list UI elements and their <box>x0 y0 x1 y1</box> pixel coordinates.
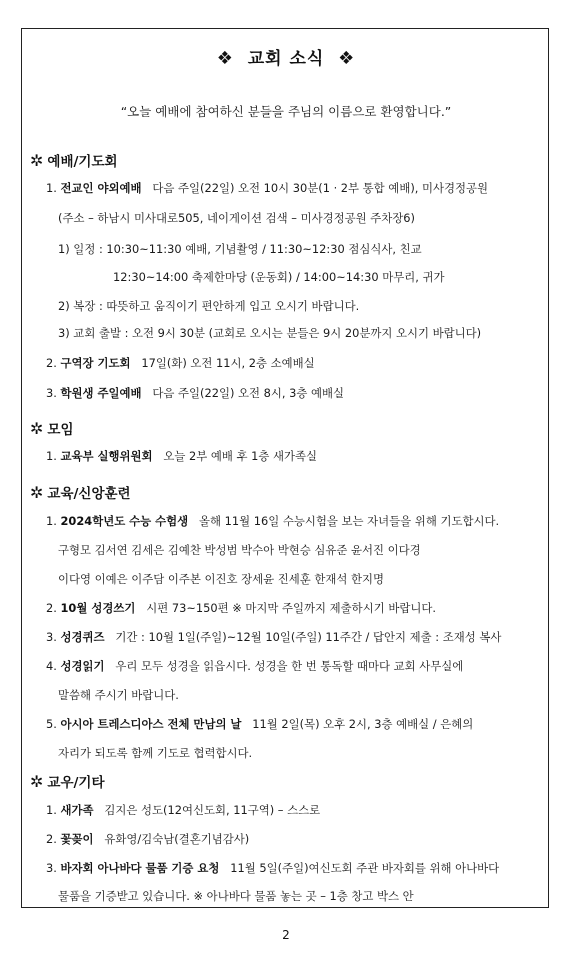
asterisk-bullet-icon: ✲ <box>30 419 44 438</box>
section-heading-worship: ✲ 예배/기도회 <box>30 151 118 170</box>
list-item: 3. 성경퀴즈 기간 : 10월 1일(주일)~12월 10일(주일) 11주간 / 답안지 제출 : 조재성 복사 <box>46 630 502 644</box>
page-title: 교회 소식 <box>247 49 325 69</box>
item-label: 학원생 주일예배 <box>60 386 142 400</box>
list-item: 2. 10월 성경쓰기 시편 73~150편 ※ 마지막 주일까지 제출하시기 바랍니다. <box>46 601 436 615</box>
section-heading-meetings: ✲ 모임 <box>30 419 74 438</box>
list-subitem: 1) 일정 : 10:30~11:30 예배, 기념촬영 / 11:30~12:30 점심식사, 친교 <box>58 242 422 256</box>
item-label: 성경퀴즈 <box>60 630 105 644</box>
list-item-continuation: 이다영 이예은 이주담 이주본 이진호 장세윤 진세훈 한재석 한지명 <box>58 572 385 586</box>
list-item: 1. 전교인 야외예배 다음 주일(22일) 오전 10시 30분(1 · 2부 통합 예배), 미사경정공원 <box>46 181 489 195</box>
list-item: 2. 꽃꽂이 유화영/김숙남(결혼기념감사) <box>46 832 250 846</box>
list-subitem: 3) 교회 출발 : 오전 9시 30분 (교회로 오시는 분들은 9시 20분까지 오시기 바랍니다) <box>58 326 482 340</box>
welcome-quote: “오늘 예배에 참여하신 분들을 주님의 이름으로 환영합니다.” <box>120 104 452 119</box>
item-label: 전교인 야외예배 <box>60 181 142 195</box>
item-label: 꽃꽂이 <box>60 832 94 846</box>
list-item: 5. 아시아 트레스디아스 전체 만남의 날 11월 2일(목) 오후 2시, 3층 예배실 / 은혜의 <box>46 717 474 731</box>
list-item-continuation: (주소 – 하남시 미사대로505, 네이게이션 검색 – 미사경정공원 주차장6) <box>58 211 415 225</box>
asterisk-bullet-icon: ✲ <box>30 483 44 502</box>
list-item-continuation: 물품을 기증받고 있습니다. ※ 아나바다 물품 놓는 곳 – 1층 창고 박스 안 <box>58 889 414 903</box>
item-label: 새가족 <box>60 803 94 817</box>
item-label: 교육부 실행위원회 <box>60 449 153 463</box>
list-subitem: 2) 복장 : 따뜻하고 움직이기 편안하게 입고 오시기 바랍니다. <box>58 299 360 313</box>
diamond-ornament-icon: ❖ <box>216 48 234 69</box>
item-label: 10월 성경쓰기 <box>60 601 136 615</box>
page-number: 2 <box>282 928 290 942</box>
list-item: 1. 2024학년도 수능 수험생 올해 11월 16일 수능시험을 보는 자녀들을 위해 기도합시다. <box>46 514 500 528</box>
item-label: 2024학년도 수능 수험생 <box>60 514 189 528</box>
asterisk-bullet-icon: ✲ <box>30 772 44 791</box>
list-item-continuation: 구형모 김서연 김세은 김예찬 박성범 박수아 박현승 심유준 윤서진 이다경 <box>58 543 421 557</box>
list-item: 3. 학원생 주일예배 다음 주일(22일) 오전 8시, 3층 예배실 <box>46 386 345 400</box>
list-subitem-continuation: 12:30~14:00 축제한마당 (운동회) / 14:00~14:30 마무리, 귀가 <box>113 270 445 284</box>
list-item: 4. 성경읽기 우리 모두 성경을 읽읍시다. 성경을 한 번 통독할 때마다 교회 사무실에 <box>46 659 464 673</box>
list-item: 1. 새가족 김지은 성도(12여신도회, 11구역) – 스스로 <box>46 803 321 817</box>
item-label: 바자회 아나바다 물품 기증 요청 <box>60 861 220 875</box>
list-item: 2. 구역장 기도회 17일(화) 오전 11시, 2층 소예배실 <box>46 356 315 370</box>
asterisk-bullet-icon: ✲ <box>30 151 44 170</box>
list-item-continuation: 말씀해 주시기 바랍니다. <box>58 688 179 702</box>
list-item: 3. 바자회 아나바다 물품 기증 요청 11월 5일(주일)여신도회 주관 바자회를 위해 아나바다 <box>46 861 500 875</box>
item-label: 성경읽기 <box>60 659 105 673</box>
item-label: 아시아 트레스디아스 전체 만남의 날 <box>60 717 242 731</box>
diamond-ornament-icon: ❖ <box>338 48 356 69</box>
section-heading-members: ✲ 교우/기타 <box>30 772 105 791</box>
bulletin-title <box>0 44 572 69</box>
section-heading-education: ✲ 교육/신앙훈련 <box>30 483 131 502</box>
list-item: 1. 교육부 실행위원회 오늘 2부 예배 후 1층 새가족실 <box>46 449 318 463</box>
item-label: 구역장 기도회 <box>60 356 131 370</box>
list-item-continuation: 자리가 되도록 함께 기도로 협력합시다. <box>58 746 253 760</box>
